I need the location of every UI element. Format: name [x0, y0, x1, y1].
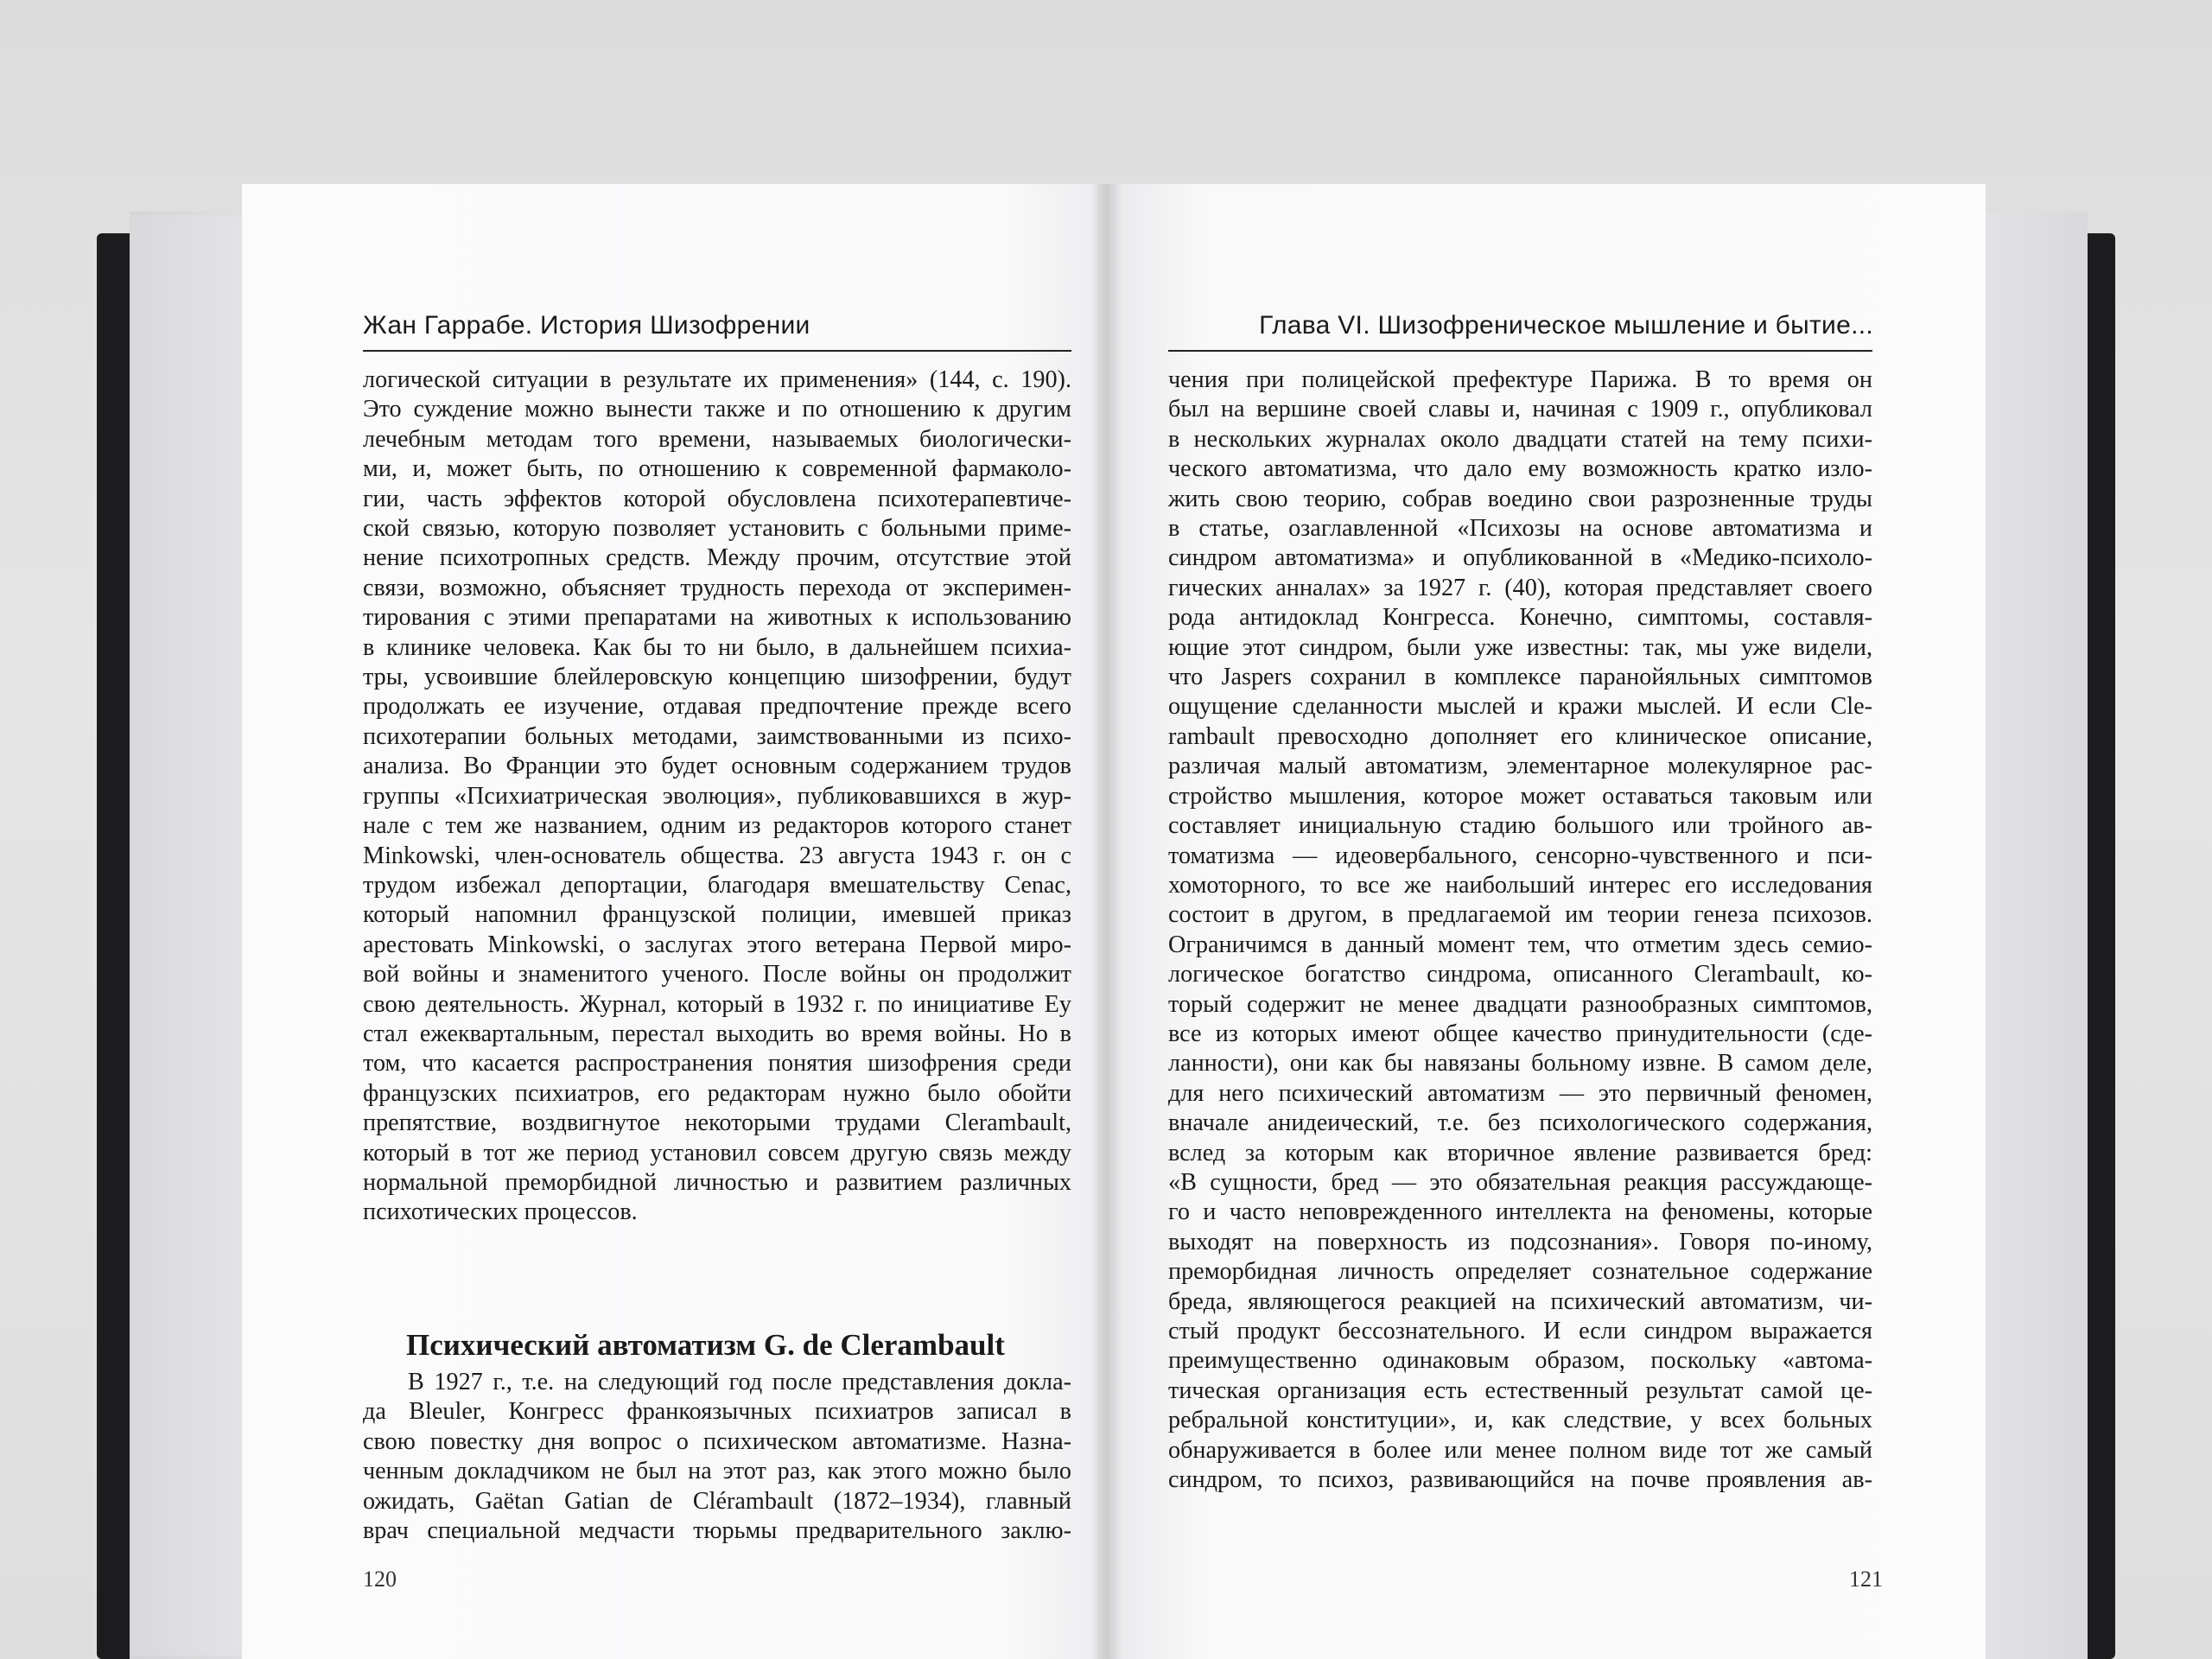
text-line: ченным докладчиком не был на этот раз, как этого можно было: [363, 1458, 1071, 1485]
text-line: Ограничимся в данный момент тем, что отметим здесь семио-: [1168, 931, 1872, 958]
text-line: ланности), они как бы навязаны больному извне. В самом деле,: [1168, 1050, 1872, 1077]
text-line: преимущественно одинаковым образом, поскольку «автома-: [1168, 1347, 1872, 1375]
text-line: который в тот же период установил совсем другую связь между: [363, 1139, 1071, 1166]
text-line: стый продукт бессознательного. И если синдром выражается: [1168, 1318, 1872, 1344]
text-line: выходят на поверхность из подсознания». Говоря по-иному,: [1168, 1228, 1872, 1255]
text-line: различая малый автоматизм, элементарное молекулярное рас-: [1168, 753, 1872, 780]
text-line: рода антидоклад Конгресса. Конечно, симптомы, составля-: [1168, 604, 1872, 632]
right-header-rule: [1168, 350, 1872, 352]
text-line: жить свою теорию, собрав воедино свои разрозненные труды: [1168, 485, 1872, 512]
text-line: логическое богатство синдрома, описанного Clerambault, ко-: [1168, 961, 1872, 988]
right-running-head: Глава VI. Шизофреническое мышление и бытие...: [1259, 311, 1873, 340]
text-line: психотерапии больных методами, заимствованными из психо-: [363, 722, 1071, 750]
text-line: все из которых имеют общее качество принудительности (сде-: [1168, 1020, 1872, 1047]
text-line: тирования с этими препаратами на животных к использованию: [363, 604, 1071, 632]
text-line: психотических процессов.: [363, 1198, 638, 1226]
left-page-text: [363, 365, 1071, 1228]
text-line: «В сущности, бред — это обязательная реакция рассуждающе-: [1168, 1168, 1872, 1196]
text-line: обнаруживается в более или менее полном виде тот же самый: [1168, 1436, 1872, 1464]
text-line: ющие этот синдром, были уже известны: так, мы уже видели,: [1168, 633, 1872, 661]
text-line: состоит в другом, в предлагаемой им теории генеза психозов.: [1168, 901, 1872, 929]
text-line: нале с тем же названием, одним из редакторов которого станет: [363, 812, 1071, 840]
text-line: ской связью, которую позволяет установить с больными приме-: [363, 515, 1071, 543]
text-line: тическая организация есть естественный результат самой це-: [1168, 1376, 1872, 1404]
text-line: Minkowski, член-основатель общества. 23 августа 1943 г. он с: [363, 842, 1071, 869]
text-line: ребральной конституции», и, как следствие, у всех больных: [1168, 1407, 1872, 1434]
text-line: rambault превосходно дополняет его клиническое описание,: [1168, 722, 1872, 750]
text-line: в нескольких журналах около двадцати статей на тему психи-: [1168, 425, 1872, 453]
text-line: для него психический автоматизм — это первичный феномен,: [1168, 1079, 1872, 1107]
text-line: французских психиатров, его редакторам нужно было обойти: [363, 1079, 1071, 1107]
text-line: вслед за которым как вторичное явление развивается бред:: [1168, 1139, 1872, 1166]
text-line: трудом избежал депортации, благодаря вмешательству Cenac,: [363, 871, 1071, 899]
text-line: том, что касается распространения понятия шизофрения среди: [363, 1050, 1071, 1077]
text-line: составляет инициальную стадию большого или тройного ав-: [1168, 812, 1872, 840]
text-line: врач специальной медчасти тюрьмы предварительного заклю-: [363, 1517, 1071, 1545]
text-line: В 1927 г., т.е. на следующий год после представления докла-: [408, 1369, 1071, 1395]
left-header-rule: [363, 350, 1071, 352]
text-line: тры, усвоившие блейлеровскую концепцию шизофрении, будут: [363, 664, 1071, 691]
text-line: который напомнил французской полиции, имевшей приказ: [363, 901, 1071, 929]
text-line: нение психотропных средств. Между прочим, отсутствие этой: [363, 544, 1071, 572]
text-line: нормальной преморбидной личностью и развитием различных: [363, 1168, 1071, 1196]
text-line: стройство мышления, которое может оставаться таковым или: [1168, 782, 1872, 810]
text-line: лечебным методам того времени, называемых биологически-: [363, 425, 1071, 453]
text-line: ческого автоматизма, что дало ему возможность кратко изло-: [1168, 455, 1872, 483]
text-line: чения при полицейской префектуре Парижа. В то время он: [1168, 366, 1872, 393]
section-heading: Психический автоматизм G. de Clerambault: [406, 1328, 1005, 1362]
text-line: торый содержит не менее двадцати разнообразных симптомов,: [1168, 990, 1872, 1018]
text-line: Это суждение можно вынести также и по отношению к другим: [363, 396, 1071, 423]
text-line: да Bleuler, Конгресс франкоязычных психиатров записал в: [363, 1398, 1071, 1426]
text-line: логической ситуации в результате их применения» (144, с. 190).: [363, 366, 1071, 393]
text-line: стал ежеквартальным, перестал выходить во время войны. Но в: [363, 1020, 1071, 1047]
left-section-text: [363, 1368, 1071, 1546]
text-line: вначале анидеический, т.е. без психологического содержания,: [1168, 1109, 1872, 1137]
book-gutter: [1090, 184, 1123, 1659]
text-line: был на вершине своей славы и, начиная с 1909 г., опубликовал: [1168, 396, 1872, 423]
text-line: гических анналах» за 1927 г. (40), которая представляет своего: [1168, 574, 1872, 601]
text-line: ожидать, Gaëtan Gatian de Clérambault (1872–1934), главный: [363, 1487, 1071, 1515]
text-line: арестовать Minkowski, о заслугах этого ветерана Первой миро-: [363, 931, 1071, 958]
text-line: вой войны и знаменитого ученого. После войны он продолжит: [363, 961, 1071, 988]
text-line: ми, и, может быть, по отношению к современной фармаколо-: [363, 455, 1071, 483]
text-line: в клинике человека. Как бы то ни было, в дальнейшем психиа-: [363, 633, 1071, 661]
text-line: бреда, являющегося реакцией на психический автоматизм, чи-: [1168, 1287, 1872, 1315]
text-line: в статье, озаглавленной «Психозы на основе автоматизма и: [1168, 515, 1872, 543]
text-line: что Jaspers сохранил в комплексе паранойяльных симптомов: [1168, 664, 1872, 691]
text-line: синдром, то психоз, развивающийся на почве проявления ав-: [1168, 1466, 1872, 1494]
right-page-text: [1168, 365, 1872, 1495]
left-page-number: 120: [363, 1567, 397, 1592]
text-line: ощущение сделанности мыслей и кражи мыслей. И если Cle-: [1168, 693, 1872, 721]
text-line: свою деятельность. Журнал, который в 1932 г. по инициативе Ey: [363, 990, 1071, 1018]
text-line: хомоторного, то все же наибольший интерес его исследования: [1168, 871, 1872, 899]
text-line: продолжать ее изучение, отдавая предпочтение прежде всего: [363, 693, 1071, 721]
text-line: го и часто неповрежденного интеллекта на феномены, которые: [1168, 1198, 1872, 1226]
text-line: преморбидная личность определяет сознательное содержание: [1168, 1258, 1872, 1286]
text-line: свою повестку дня вопрос о психическом автоматизме. Назна-: [363, 1427, 1071, 1455]
text-line: гии, часть эффектов которой обусловлена психотерапевтиче-: [363, 485, 1071, 512]
text-line: томатизма — идеовербального, сенсорно-чувственного и пси-: [1168, 842, 1872, 869]
text-line: связи, возможно, объясняет трудность перехода от эксперимен-: [363, 574, 1071, 601]
text-line: синдром автоматизма» и опубликованной в «Медико-психоло-: [1168, 544, 1872, 572]
text-line: анализа. Во Франции это будет основным содержанием трудов: [363, 753, 1071, 780]
right-page-number: 121: [1849, 1567, 1883, 1592]
text-line: группы «Психиатрическая эволюция», публиковавшихся в жур-: [363, 782, 1071, 810]
text-line: препятствие, воздвигнутое некоторыми трудами Clerambault,: [363, 1109, 1071, 1137]
left-running-head: Жан Гаррабе. История Шизофрении: [363, 311, 810, 340]
